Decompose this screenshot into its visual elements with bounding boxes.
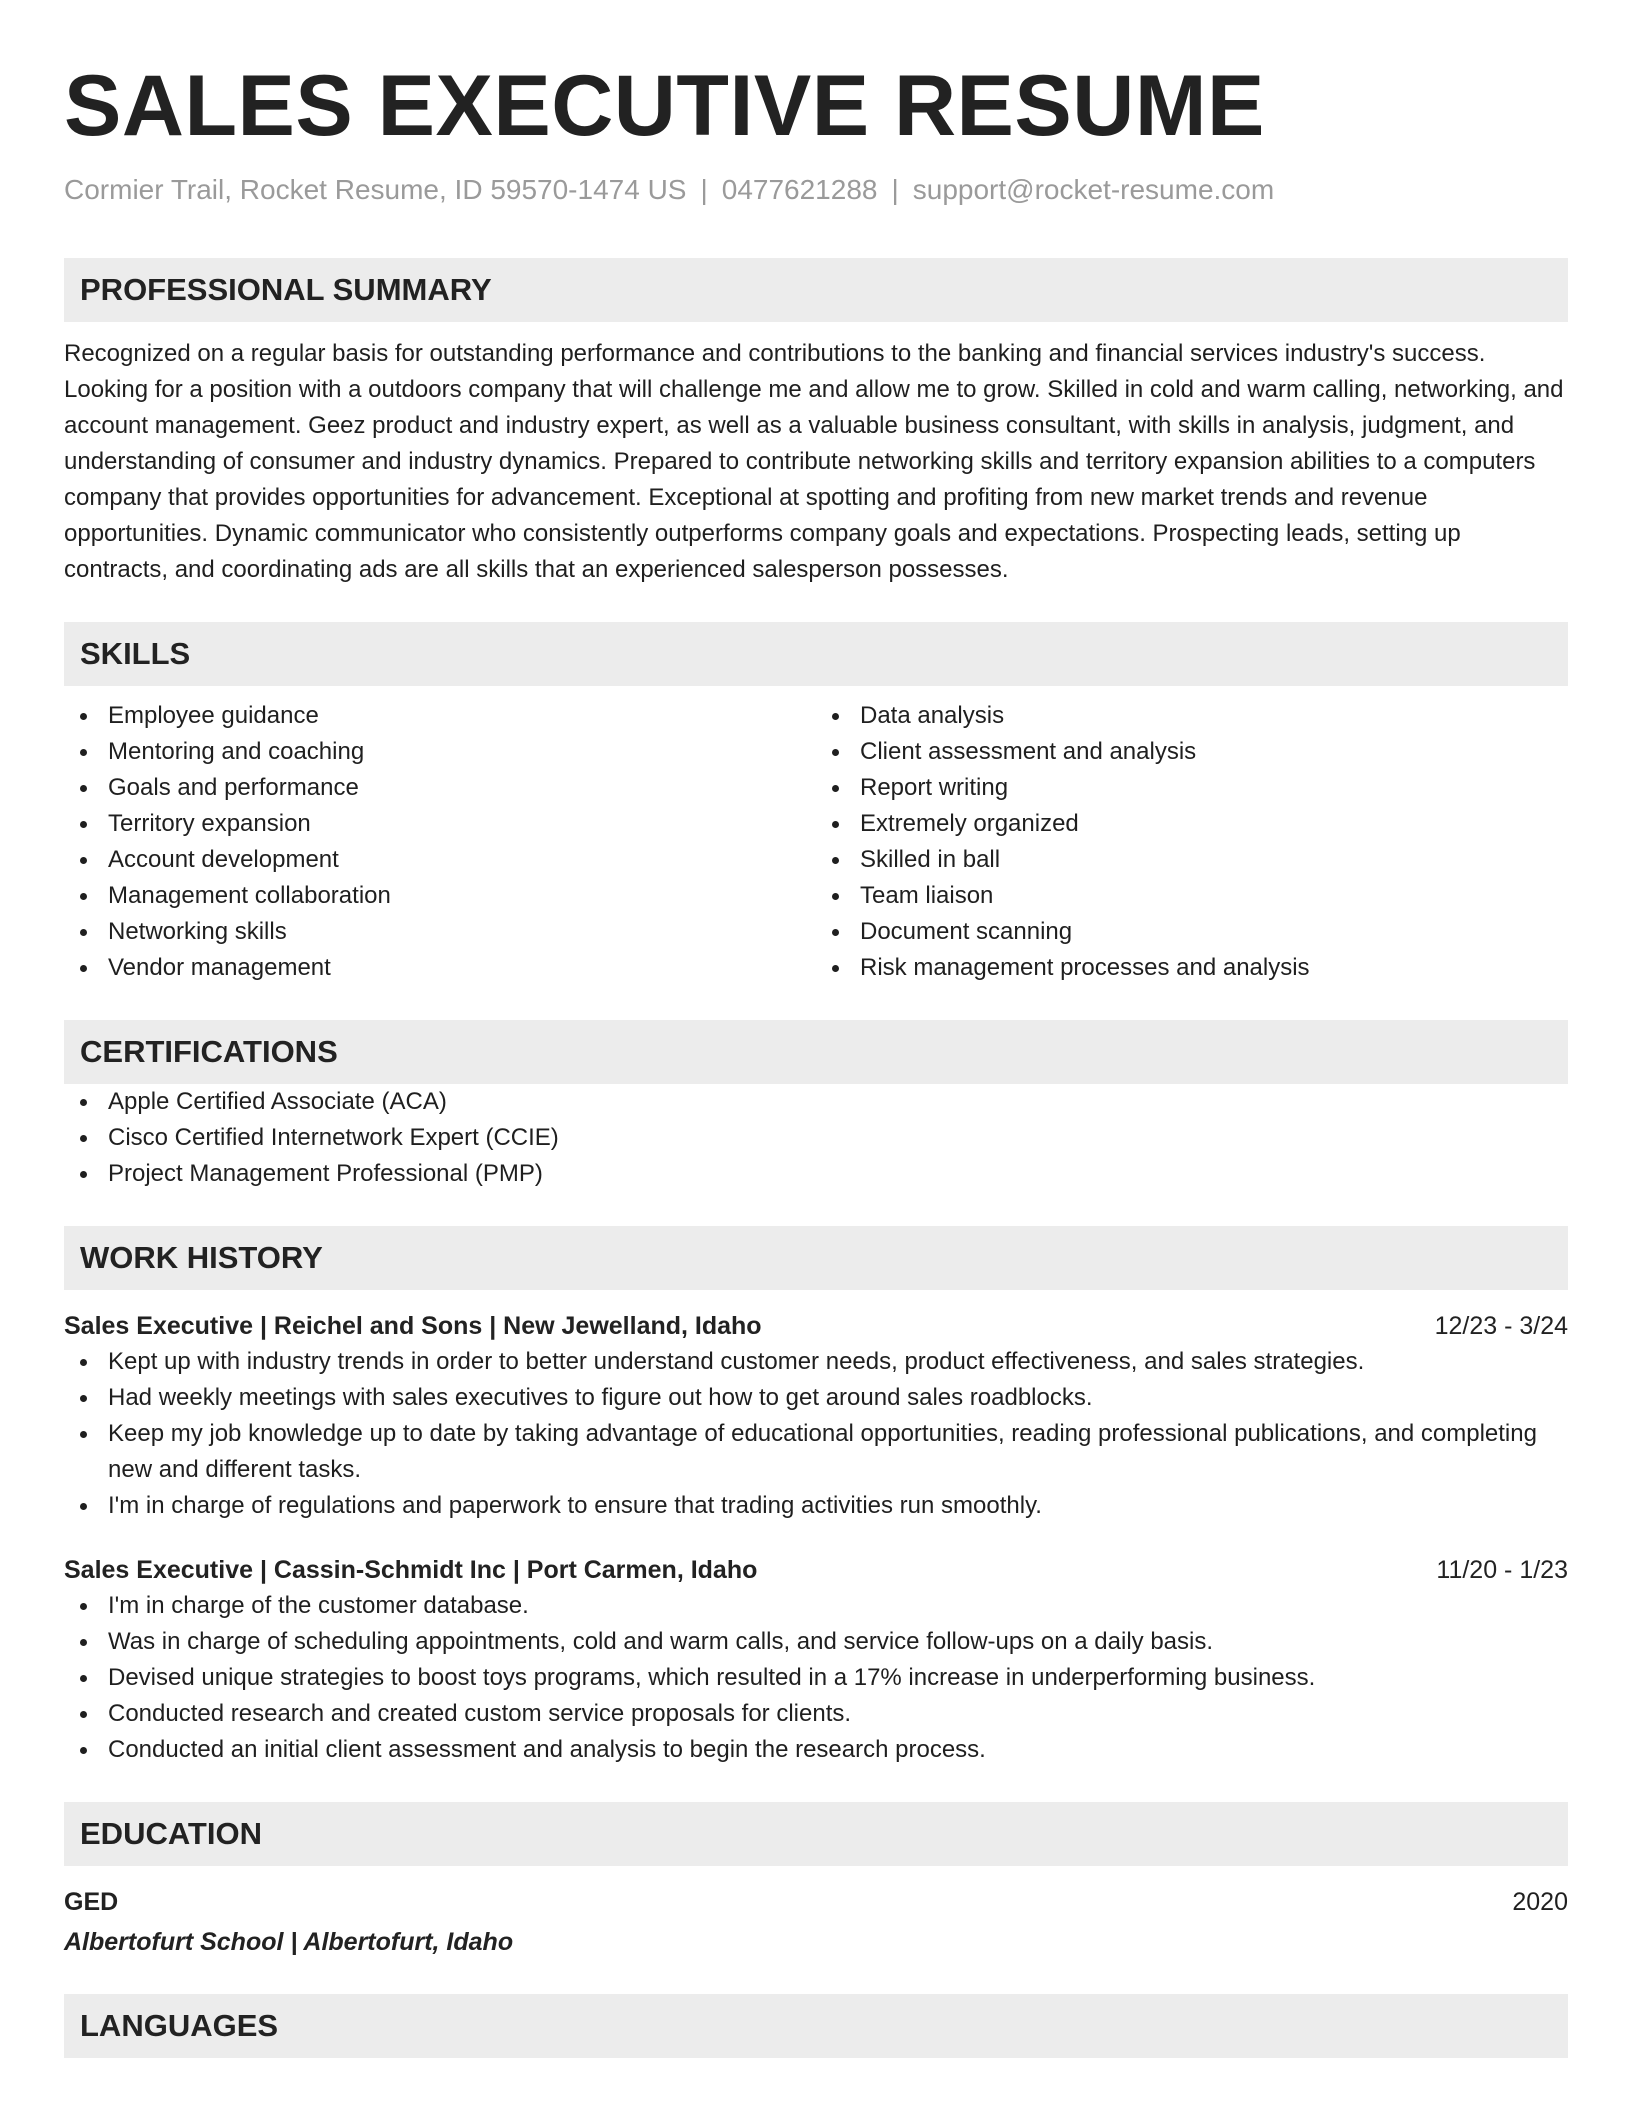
- job-bullet: Had weekly meetings with sales executives to figure out how to get around sales roadblocks.: [64, 1380, 1568, 1416]
- bullet-dot: [80, 1099, 87, 1106]
- contact-line: [64, 172, 1568, 208]
- contact-email: support@rocket-resume.com: [912, 174, 1275, 205]
- bullet-dot: [80, 1395, 87, 1402]
- job-bullet-list: [64, 1588, 1568, 1768]
- bullet-dot: [832, 821, 839, 828]
- skill-item: Vendor management: [64, 950, 816, 986]
- bullet-dot: [80, 1675, 87, 1682]
- bullet-dot: [80, 857, 87, 864]
- skill-item: Skilled in ball: [816, 842, 1568, 878]
- contact-phone: 0477621288: [721, 174, 878, 205]
- job-header: [64, 1308, 1568, 1344]
- skill-item: Management collaboration: [64, 878, 816, 914]
- job-bullet: I'm in charge of regulations and paperwork to ensure that trading activities run smoothly.: [64, 1488, 1568, 1524]
- bullet-dot: [832, 893, 839, 900]
- skill-item: Goals and performance: [64, 770, 816, 806]
- job-dates: 12/23 - 3/24: [1434, 1312, 1568, 1340]
- section-header-education: EDUCATION: [64, 1802, 1568, 1866]
- certifications-list: [64, 1084, 1568, 1192]
- skill-item: Account development: [64, 842, 816, 878]
- job-bullet: Was in charge of scheduling appointments, cold and warm calls, and service follow-ups on a daily basis.: [64, 1624, 1568, 1660]
- bullet-dot: [80, 749, 87, 756]
- bullet-dot: [80, 785, 87, 792]
- job-bullet: I'm in charge of the customer database.: [64, 1588, 1568, 1624]
- skill-item: Employee guidance: [64, 698, 816, 734]
- bullet-dot: [80, 821, 87, 828]
- bullet-dot: [832, 749, 839, 756]
- skill-item: Team liaison: [816, 878, 1568, 914]
- summary-text: Recognized on a regular basis for outstanding performance and contributions to the banking and financial services industry's success. Looking for a position with a outdoors company that will challenge me and allow me to grow. Skilled in cold and warm calling, networking, and account management. Geez product and industry expert, as well as a valuable business consultant, with skills in analysis, judgment, and understanding of consumer and industry dynamics. Prepared to contribute networking skills and territory expansion abilities to a computers company that provides opportunities for advancement. Exceptional at spotting and profiting from new market trends and revenue opportunities. Dynamic communicator who consistently outperforms company goals and expectations. Prospecting leads, setting up contracts, and coordinating ads are all skills that an experienced salesperson possesses.: [64, 340, 1564, 583]
- certification-item: Project Management Professional (PMP): [64, 1156, 1568, 1192]
- job-bullet-list: [64, 1344, 1568, 1524]
- education-header: [64, 1884, 1568, 1920]
- section-header-languages: LANGUAGES: [64, 1994, 1568, 2058]
- bullet-dot: [832, 713, 839, 720]
- skills-grid: [64, 698, 1568, 986]
- skill-item: Territory expansion: [64, 806, 816, 842]
- section-header-skills: SKILLS: [64, 622, 1568, 686]
- education-school: Albertofurt School | Albertofurt, Idaho: [64, 1928, 514, 1956]
- job-title: Sales Executive | Cassin-Schmidt Inc | Port Carmen, Idaho: [64, 1556, 758, 1584]
- resume-title: SALES EXECUTIVE RESUME: [64, 58, 1265, 154]
- skill-item: Mentoring and coaching: [64, 734, 816, 770]
- skill-item: Networking skills: [64, 914, 816, 950]
- bullet-dot: [80, 1135, 87, 1142]
- education-year: 2020: [1512, 1888, 1568, 1916]
- bullet-dot: [80, 1747, 87, 1754]
- job-bullet: Conducted an initial client assessment and analysis to begin the research process.: [64, 1732, 1568, 1768]
- section-header-certifications: CERTIFICATIONS: [64, 1020, 1568, 1084]
- section-header-work-history: WORK HISTORY: [64, 1226, 1568, 1290]
- bullet-dot: [832, 785, 839, 792]
- contact-address: Cormier Trail, Rocket Resume, ID 59570-1474 US: [64, 174, 687, 205]
- bullet-dot: [80, 1603, 87, 1610]
- contact-separator: |: [700, 174, 708, 205]
- bullet-dot: [80, 1639, 87, 1646]
- job-bullet: Devised unique strategies to boost toys programs, which resulted in a 17% increase in underperforming business.: [64, 1660, 1568, 1696]
- bullet-dot: [80, 1503, 87, 1510]
- job-header: [64, 1552, 1568, 1588]
- education-degree: GED: [64, 1888, 119, 1916]
- bullet-dot: [80, 1711, 87, 1718]
- job-title: Sales Executive | Reichel and Sons | New Jewelland, Idaho: [64, 1312, 762, 1340]
- skill-item: Data analysis: [816, 698, 1568, 734]
- skill-item: Report writing: [816, 770, 1568, 806]
- bullet-dot: [80, 965, 87, 972]
- bullet-dot: [80, 893, 87, 900]
- skill-item: Risk management processes and analysis: [816, 950, 1568, 986]
- skill-item: Client assessment and analysis: [816, 734, 1568, 770]
- skills-right-column: [816, 698, 1568, 986]
- job-dates: 11/20 - 1/23: [1436, 1556, 1568, 1584]
- contact-separator: |: [891, 174, 899, 205]
- section-header-summary: PROFESSIONAL SUMMARY: [64, 258, 1568, 322]
- bullet-dot: [832, 929, 839, 936]
- bullet-dot: [80, 713, 87, 720]
- skill-item: Document scanning: [816, 914, 1568, 950]
- job-bullet: Conducted research and created custom service proposals for clients.: [64, 1696, 1568, 1732]
- skills-left-column: [64, 698, 816, 986]
- bullet-dot: [80, 1359, 87, 1366]
- bullet-dot: [80, 929, 87, 936]
- certification-item: Cisco Certified Internetwork Expert (CCIE): [64, 1120, 1568, 1156]
- job-bullet: Kept up with industry trends in order to better understand customer needs, product effectiveness, and sales strategies.: [64, 1344, 1568, 1380]
- bullet-dot: [80, 1171, 87, 1178]
- bullet-dot: [832, 857, 839, 864]
- bullet-dot: [80, 1431, 87, 1438]
- job-bullet: Keep my job knowledge up to date by taking advantage of educational opportunities, reading professional publications, and completing new and different tasks.: [64, 1416, 1568, 1488]
- bullet-dot: [832, 965, 839, 972]
- skill-item: Extremely organized: [816, 806, 1568, 842]
- certification-item: Apple Certified Associate (ACA): [64, 1084, 1568, 1120]
